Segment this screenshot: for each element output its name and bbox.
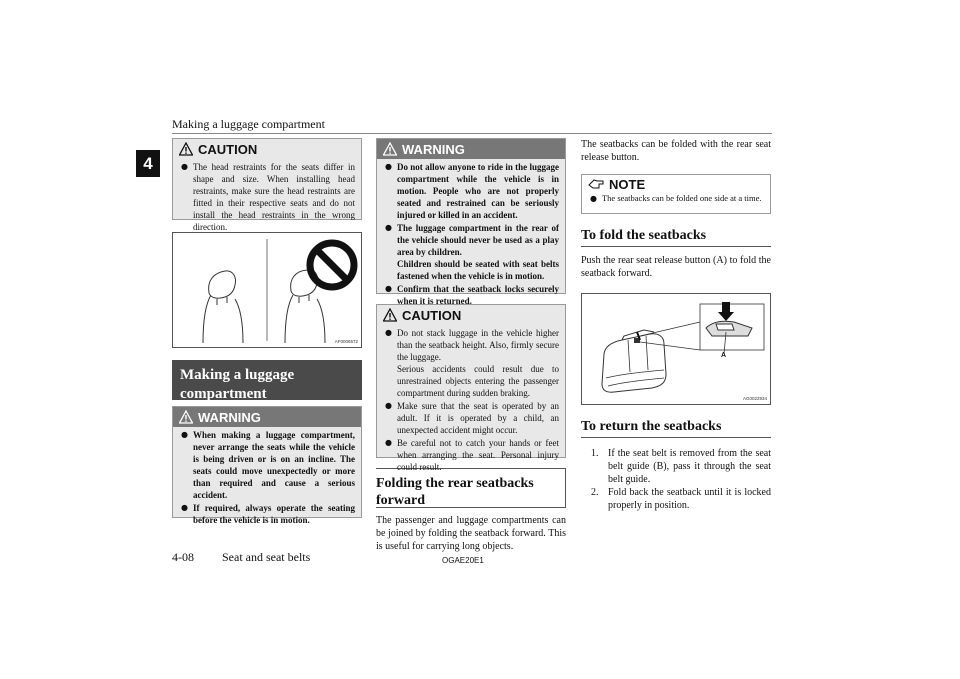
note-box [581, 174, 771, 214]
step-number: 2. [591, 487, 599, 498]
warning-triangle-icon [179, 410, 193, 424]
warning-box [172, 406, 362, 525]
fold-paragraph: Push the rear seat release button (A) to fold the seatback forward. [581, 255, 771, 279]
chapter-tab: 4 [136, 150, 160, 177]
warning-item [181, 429, 355, 501]
seat-release-illustration [582, 294, 770, 404]
step-item [581, 486, 771, 512]
warning-item-text: If required, always operate the seating before the vehicle is in motion. [192, 503, 355, 525]
warning-box [376, 138, 566, 306]
caution-item-text: Be careful not to catch your hands or feet when arranging the seat. Personal injury could result. [396, 438, 559, 472]
caution-item [181, 161, 355, 233]
return-heading: To return the seatbacks [581, 418, 771, 438]
column-right [581, 138, 771, 512]
footer-section: Seat and seat belts [222, 550, 311, 564]
step-number: 1. [591, 448, 599, 459]
bullet-icon: ● [385, 438, 392, 447]
return-steps [581, 447, 771, 512]
bullet-icon: ● [385, 328, 392, 337]
step-text: Fold back the seatback until it is locked properly in position. [608, 487, 771, 511]
column-middle [376, 138, 566, 553]
caution-label: CAUTION [198, 141, 258, 157]
figure-code: AF0006572 [334, 339, 358, 344]
warning-item-text: Do not allow anyone to ride in the luggage compartment while the vehicle is in motion. People who are not properly seated and restrained can be seriously injured or killed in an accident. [396, 162, 559, 220]
warning-item [385, 161, 559, 221]
step-text: If the seat belt is removed from the seat belt guide (B), pass it through the seat belt guide. [608, 448, 771, 485]
bullet-icon: ● [181, 503, 188, 512]
warning-label: WARNING [198, 409, 261, 425]
caution-item-text: The head restraints for the seats differ in shape and size. When installing head restraints, make sure the head restraints are fitted in their respective seats and do not install the head restraints in the wrong direction. [192, 162, 355, 232]
body-paragraph: The passenger and luggage compartments can be joined by folding the seatback forward. This is useful for carrying long objects. [376, 515, 566, 552]
warning-triangle-icon [179, 142, 193, 156]
header-rule [172, 133, 772, 134]
warning-item-text: When making a luggage compartment, never arrange the seats while the vehicle is being driven or is on an incline. The seats could move unexpectedly or more than required and cause a serious accident. [192, 430, 355, 500]
warning-triangle-icon [383, 308, 397, 322]
step-item [581, 447, 771, 486]
footer-code: OGAE20E1 [442, 556, 484, 565]
caution-item [385, 327, 559, 399]
bullet-icon: ● [181, 162, 188, 171]
intro-paragraph: The seatbacks can be folded with the rear seat release button. [581, 139, 771, 163]
warning-item-text: The luggage compartment in the rear of the vehicle should never be used as a play area by children. Children should be seated with seat belts fastened when the vehicle is in motion. [396, 223, 559, 281]
warning-header [377, 139, 565, 159]
page-number: 4-08 [172, 550, 194, 564]
caution-item-text: Make sure that the seat is operated by an adult. If it is operated by a child, an unexpected accident might occur. [396, 401, 559, 435]
warning-item [181, 502, 355, 526]
bullet-icon: ● [385, 401, 392, 410]
warning-item-text: Confirm that the seatback locks securely when it is returned. [396, 284, 559, 306]
warning-item [385, 222, 559, 282]
caution-header [377, 305, 565, 325]
prohibited-icon [305, 237, 359, 293]
note-item [590, 193, 764, 205]
figure-label-a: A [721, 352, 727, 359]
section-heading: Folding the rear seatbacks forward [376, 468, 566, 508]
fold-heading: To fold the seatbacks [581, 227, 771, 247]
running-header: Making a luggage compartment [172, 117, 325, 131]
caution-header [173, 139, 361, 159]
caution-box [376, 304, 566, 472]
caution-item [385, 400, 559, 436]
caution-item-text: Do not stack luggage in the vehicle higher than the seatback height. Also, firmly secure the luggage. Serious accidents could result due to unrestrained objects entering the passenger compartment during sudden braking. [396, 328, 559, 398]
note-hand-icon [588, 178, 604, 190]
caution-item [385, 437, 559, 473]
bullet-icon: ● [181, 430, 188, 439]
caution-box [172, 138, 362, 232]
head-restraint-figure [172, 232, 362, 348]
note-header [582, 175, 770, 193]
warning-item [385, 283, 559, 307]
bullet-icon: ● [590, 194, 597, 203]
warning-triangle-icon [383, 142, 397, 156]
warning-label: WARNING [402, 141, 465, 157]
caution-label: CAUTION [402, 307, 462, 323]
bullet-icon: ● [385, 223, 392, 232]
note-item-text: The seatbacks can be folded one side at a time. [601, 193, 762, 203]
figure-code: AG0022934 [742, 396, 767, 401]
bullet-icon: ● [385, 284, 392, 293]
column-left [172, 138, 362, 525]
warning-header [173, 407, 361, 427]
seat-release-figure [581, 293, 771, 405]
section-heading: Making a luggage compartment [172, 360, 362, 400]
bullet-icon: ● [385, 162, 392, 171]
note-label: NOTE [609, 176, 646, 192]
